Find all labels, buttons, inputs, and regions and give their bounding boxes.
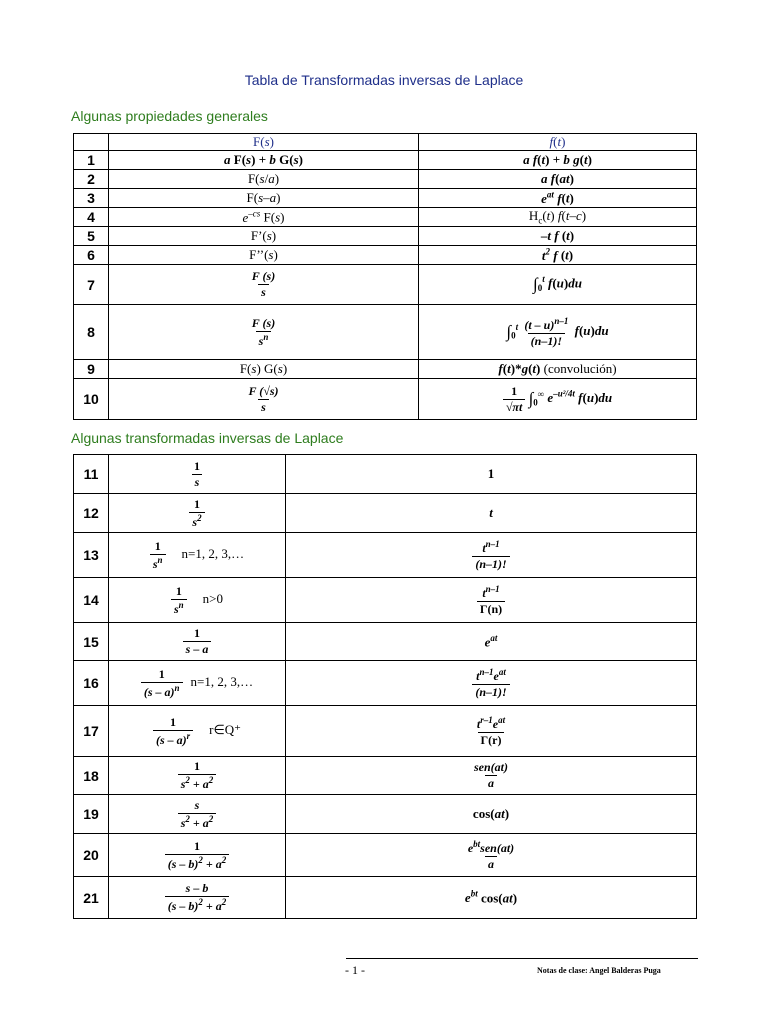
transform-cell: $\frac{1}{s^n}$ n>0: [109, 578, 286, 623]
transform-cell: $\frac{1}{(s - a)^r}$ r∈Q⁺: [109, 706, 286, 757]
transform-cell: $\frac{1}{s - a}$: [109, 623, 286, 661]
inverse-cell: f(t)*g(t) (convolución): [419, 360, 697, 379]
row-number: 2: [74, 170, 109, 189]
inverse-cell: $\frac{\text{sen(at)}}{a}$: [286, 757, 697, 795]
row-number: 16: [74, 661, 109, 706]
transform-cell: $\frac{1}{(s - b)^2 + a^2}$: [109, 834, 286, 877]
table-row: [74, 455, 697, 494]
table-row: [74, 834, 697, 877]
row-number: 13: [74, 533, 109, 578]
header-f: f(t): [419, 134, 697, 151]
inverse-cell: –t f (t): [419, 227, 697, 246]
inverse-cell: a f(t) + b g(t): [419, 151, 697, 170]
page-number: - 1 -: [345, 963, 365, 977]
transform-cell: $\frac{F (s)}{s}$: [109, 265, 419, 305]
transform-cell: $\frac{F (√s)}{s}$: [109, 379, 419, 420]
table-row: [74, 661, 697, 706]
inverse-transforms-table: [73, 454, 697, 919]
row-number: 10: [74, 379, 109, 420]
table-row: [74, 578, 697, 623]
inverse-cell: $\frac{t^{n-1}e^{at}}{(n-1)!}$: [286, 661, 697, 706]
row-number: 14: [74, 578, 109, 623]
transform-cell: F(s–a): [109, 189, 419, 208]
condition-text: n=1, 2, 3,…: [181, 545, 245, 561]
row-number: 5: [74, 227, 109, 246]
transform-cell: $\frac{1}{(s - a)^n}$ n=1, 2, 3,…: [109, 661, 286, 706]
transform-cell: $\frac{s - b}{(s - b)^2 + a^2}$: [109, 877, 286, 919]
properties-table: [73, 133, 697, 420]
table-row: [74, 246, 697, 265]
transform-cell: $\frac{1}{s}$: [109, 455, 286, 494]
table-row: [74, 360, 697, 379]
condition-text: n>0: [202, 590, 224, 606]
table-row: [74, 757, 697, 795]
inverse-cell: $\frac{t^{n-1}}{\Gamma(n)}$: [286, 578, 697, 623]
inverse-cell: $H_c(t)$ f(t–c): [419, 208, 697, 227]
row-number: 19: [74, 795, 109, 834]
row-number: 1: [74, 151, 109, 170]
row-number: 8: [74, 305, 109, 360]
inverse-cell: cos(at): [286, 795, 697, 834]
table-row: [74, 170, 697, 189]
table-row: [74, 795, 697, 834]
transform-cell: $\frac{1}{s^2}$: [109, 494, 286, 533]
row-number: 20: [74, 834, 109, 877]
table-row: [74, 623, 697, 661]
row-number: 12: [74, 494, 109, 533]
inverse-cell: $e^{bt}$ cos(at): [286, 877, 697, 919]
transform-cell: F(s) G(s): [109, 360, 419, 379]
row-number: 6: [74, 246, 109, 265]
inverse-cell: $e^{at}$ f(t): [419, 189, 697, 208]
inverse-cell: $\frac{1}{√\pi t}$ $\int_0^\infty$ $e^{-u^2/4t}$ f(u)du: [419, 379, 697, 420]
inverse-cell: a f(at): [419, 170, 697, 189]
transform-cell: $\frac{s}{s^2 + a^2}$: [109, 795, 286, 834]
transform-cell: $\frac{1}{s^2 + a^2}$: [109, 757, 286, 795]
section-heading-properties: Algunas propiedades generales: [71, 108, 268, 124]
condition-text: r∈Q⁺: [209, 721, 242, 737]
header-blank: [74, 134, 109, 151]
table-row: [74, 208, 697, 227]
inverse-cell: $e^{at}$: [286, 623, 697, 661]
inverse-cell: $\int_0^t$ $\frac{(t - u)^{n-1}}{(n-1)!}$ f(u)du: [419, 305, 697, 360]
inverse-cell: $\int_0^t$ f(u)du: [419, 265, 697, 305]
inverse-cell: $\frac{e^{bt}sen(at)}{a}$: [286, 834, 697, 877]
convolution-note: (convolución): [543, 361, 617, 376]
condition-text: n=1, 2, 3,…: [190, 673, 254, 689]
table-row: [74, 706, 697, 757]
row-number: 4: [74, 208, 109, 227]
row-number: 7: [74, 265, 109, 305]
inverse-cell: $t^2$ f (t): [419, 246, 697, 265]
row-number: 21: [74, 877, 109, 919]
transform-cell: $e^{-cs}$ F(s): [109, 208, 419, 227]
row-number: 15: [74, 623, 109, 661]
row-number: 11: [74, 455, 109, 494]
inverse-cell: $\frac{t^{n-1}}{(n-1)!}$: [286, 533, 697, 578]
transform-cell: F(s/a): [109, 170, 419, 189]
inverse-cell: t: [286, 494, 697, 533]
row-number: 17: [74, 706, 109, 757]
section-heading-transforms: Algunas transformadas inversas de Laplace: [71, 430, 344, 446]
table-row: [74, 265, 697, 305]
footer-notes: Notas de clase: Angel Balderas Puga: [537, 966, 661, 975]
table-row: [74, 533, 697, 578]
transform-cell: $\frac{1}{s^n}$ n=1, 2, 3,…: [109, 533, 286, 578]
table-row: [74, 151, 697, 170]
row-number: 3: [74, 189, 109, 208]
row-number: 9: [74, 360, 109, 379]
table-row: [74, 877, 697, 919]
transform-cell: $\frac{F (s)}{s^n}$: [109, 305, 419, 360]
inverse-cell: $\frac{t^{r-1}e^{at}}{\Gamma(r)}$: [286, 706, 697, 757]
transform-cell: a F(s) + b G(s): [109, 151, 419, 170]
table-row: [74, 494, 697, 533]
footer-divider: [346, 958, 698, 959]
table-row: [74, 189, 697, 208]
inverse-cell: 1: [286, 455, 697, 494]
page-title: Tabla de Transformadas inversas de Laplace: [244, 72, 524, 88]
table-row: [74, 305, 697, 360]
table-row: [74, 227, 697, 246]
transform-cell: F’’(s): [109, 246, 419, 265]
row-number: 18: [74, 757, 109, 795]
table-row: [74, 379, 697, 420]
transform-cell: F’(s): [109, 227, 419, 246]
header-F: F(s): [109, 134, 419, 151]
